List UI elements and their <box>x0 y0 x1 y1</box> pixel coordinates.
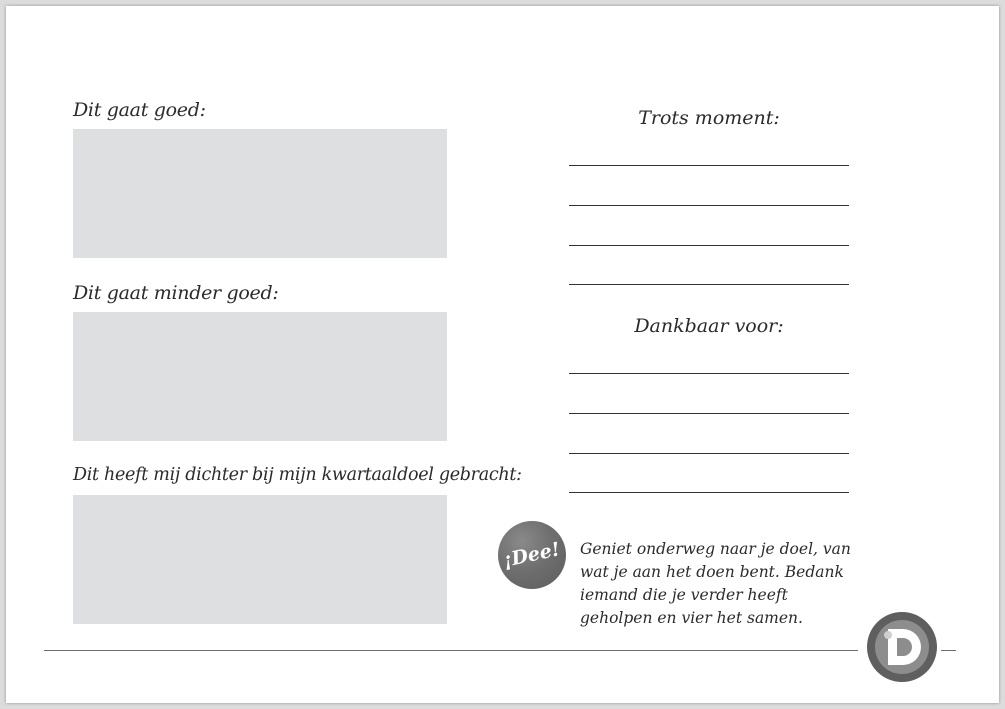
journal-page <box>6 6 999 703</box>
proud-line-4[interactable] <box>569 284 849 285</box>
label-closer-to-goal: Dit heeft mij dichter bij mijn kwartaaldoel gebracht: <box>73 465 522 485</box>
proud-line-1[interactable] <box>569 165 849 166</box>
d-logo-icon <box>866 611 938 683</box>
box-goes-well[interactable] <box>73 129 447 258</box>
box-goes-less-well[interactable] <box>73 312 447 441</box>
proud-line-3[interactable] <box>569 245 849 246</box>
label-goes-less-well: Dit gaat minder goed: <box>73 282 279 304</box>
heading-grateful-for: Dankbaar voor: <box>634 315 784 337</box>
footer-line-end <box>941 650 956 651</box>
grateful-line-1[interactable] <box>569 373 849 374</box>
idee-badge-icon <box>498 521 566 589</box>
grateful-line-3[interactable] <box>569 453 849 454</box>
box-closer-to-goal[interactable] <box>73 495 447 624</box>
footer-line <box>44 650 858 651</box>
heading-proud-moment: Trots moment: <box>638 107 780 129</box>
proud-line-2[interactable] <box>569 205 849 206</box>
tip-text: Geniet onderweg naar je doel, van wat je aan het doen bent. Bedank iemand die je verder heeft geholpen en vier het samen. <box>580 540 851 627</box>
badge-label: ¡Dee! <box>501 538 563 572</box>
grateful-line-4[interactable] <box>569 492 849 493</box>
label-goes-well: Dit gaat goed: <box>73 99 206 121</box>
grateful-line-2[interactable] <box>569 413 849 414</box>
